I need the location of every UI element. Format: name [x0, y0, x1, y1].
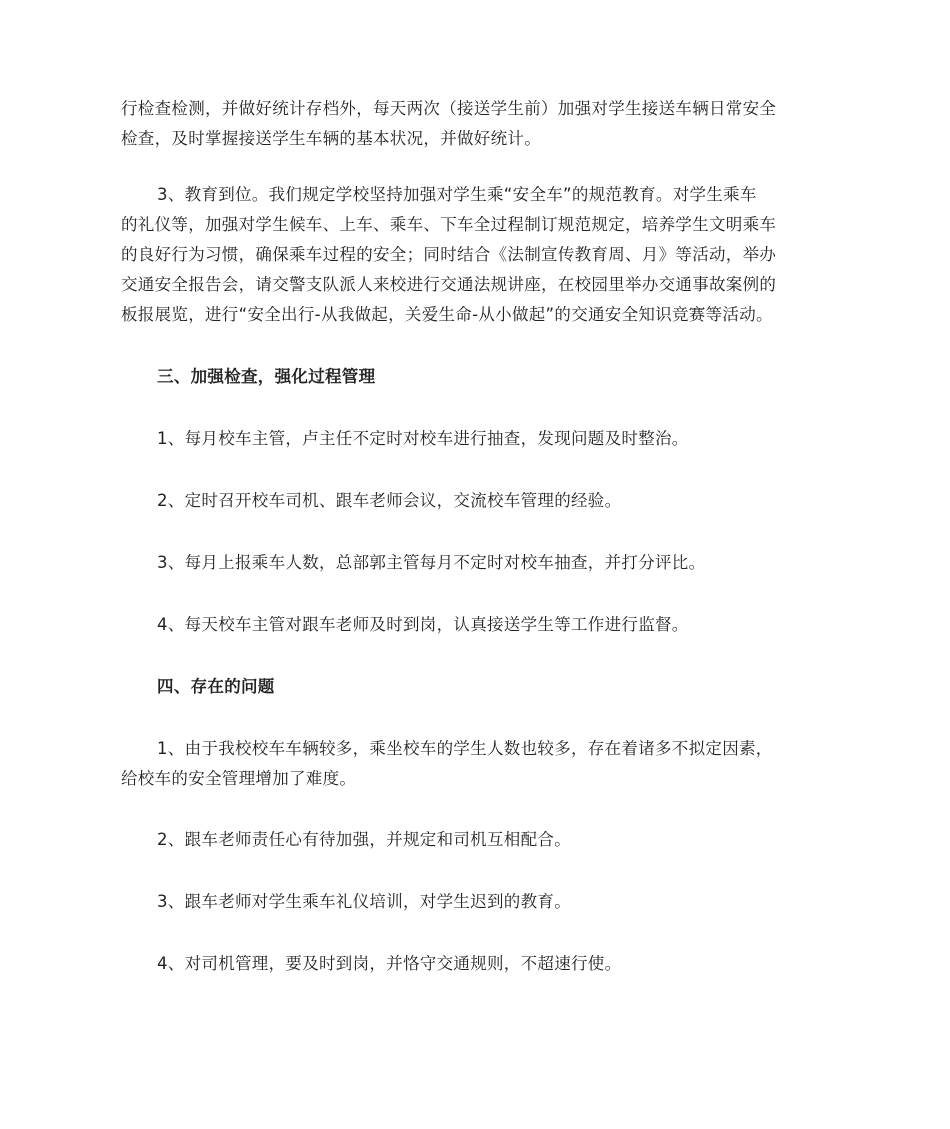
- text-line: 3、教育到位。我们规定学校坚持加强对学生乘“安全车”的规范教育。对学生乘车: [157, 185, 757, 204]
- section-heading-problems: [121, 672, 833, 702]
- text-line: 行检查检测，并做好统计存档外，每天两次（接送学生前）加强对学生接送车辆日常安全: [121, 99, 777, 118]
- list-item: [121, 887, 833, 917]
- text-line: 2、跟车老师责任心有待加强，并规定和司机互相配合。: [157, 830, 571, 849]
- paragraph-continuation: [121, 94, 833, 154]
- text-line: 1、由于我校校车车辆较多，乘坐校车的学生人数也较多，存在着诸多不拟定因素，: [157, 739, 773, 758]
- text-line: 交通安全报告会，请交警支队派人来校进行交通法规讲座，在校园里举办交通事故案例的: [121, 275, 777, 294]
- heading-text: 三、加强检查，强化过程管理: [157, 367, 376, 386]
- list-item: [121, 486, 833, 516]
- text-line: 2、定时召开校车司机、跟车老师会议，交流校车管理的经验。: [157, 491, 622, 510]
- heading-text: 四、存在的问题: [157, 677, 275, 696]
- text-line: 1、每月校车主管，卢主任不定时对校车进行抽查，发现问题及时整治。: [157, 429, 689, 448]
- list-item: [121, 949, 833, 979]
- text-line: 4、每天校车主管对跟车老师及时到岗，认真接送学生等工作进行监督。: [157, 615, 689, 634]
- section-heading-inspection: [121, 362, 833, 392]
- list-item: [121, 424, 833, 454]
- text-line: 的良好行为习惯，确保乘车过程的安全；同时结合《法制宣传教育周、月》等活动，举办: [121, 245, 777, 264]
- text-line: 检查，及时掌握接送学生车辆的基本状况，并做好统计。: [121, 129, 541, 148]
- list-item: [121, 548, 833, 578]
- text-line: 3、跟车老师对学生乘车礼仪培训，对学生迟到的教育。: [157, 892, 571, 911]
- list-item: [121, 825, 833, 855]
- text-line: 给校车的安全管理增加了难度。: [121, 769, 357, 788]
- list-item: [121, 610, 833, 640]
- list-item: [121, 734, 833, 794]
- text-line: 4、对司机管理，要及时到岗，并恪守交通规则，不超速行使。: [157, 954, 622, 973]
- text-line: 3、每月上报乘车人数，总部郭主管每月不定时对校车抽查，并打分评比。: [157, 553, 706, 572]
- text-line: 板报展览，进行“安全出行-从我做起，关爱生命-从小做起”的交通安全知识竞赛等活动。: [121, 305, 773, 324]
- text-line: 的礼仪等，加强对学生候车、上车、乘车、下车全过程制订规范规定，培养学生文明乘车: [121, 215, 777, 234]
- paragraph-education: [121, 180, 833, 330]
